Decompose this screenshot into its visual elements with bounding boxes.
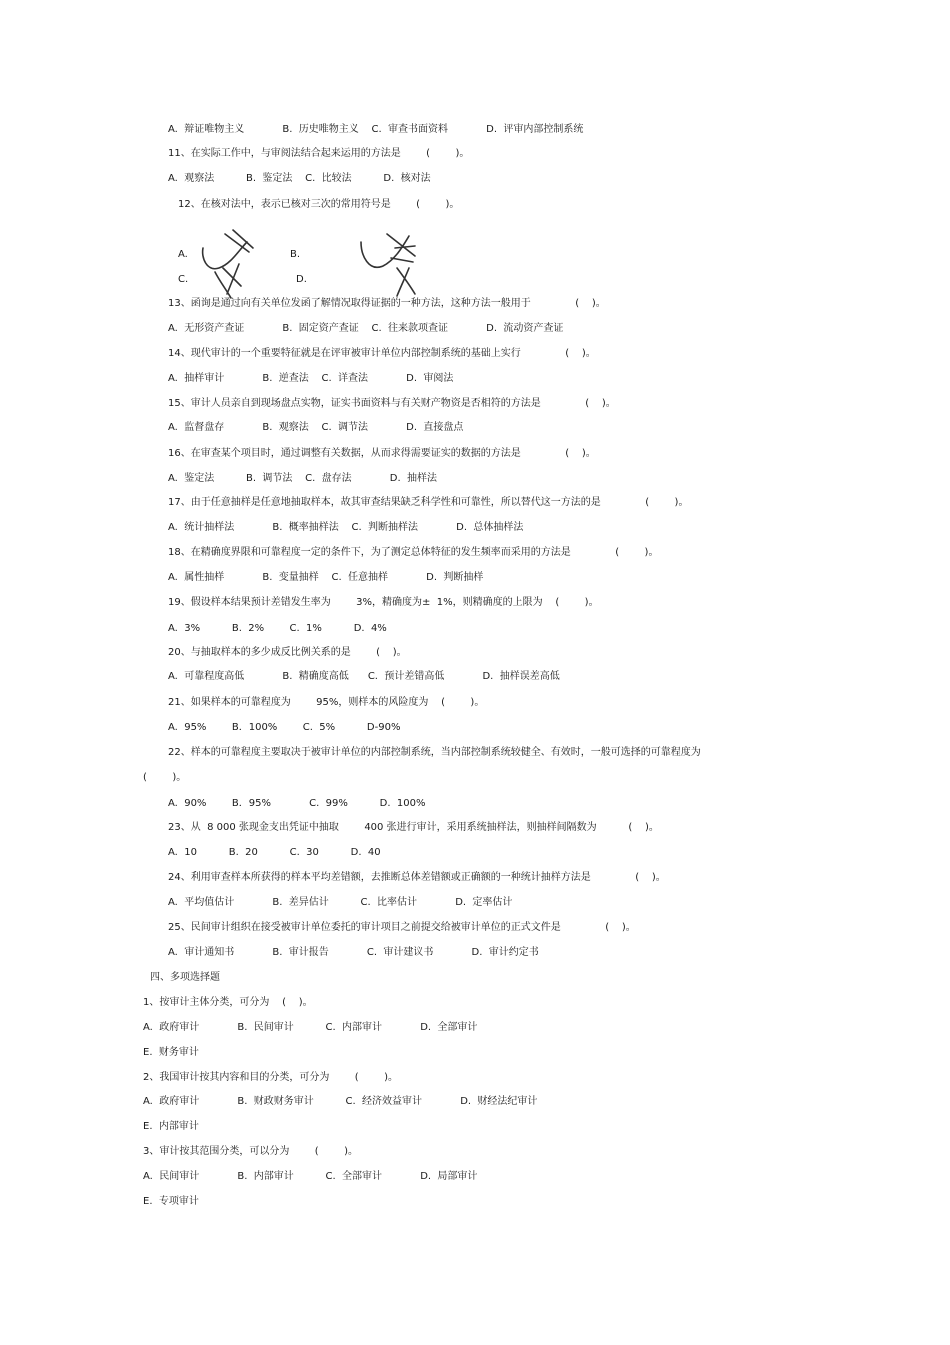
- q22-question: 22、样本的可靠程度主要取决于被审计单位的内部控制系统，当内部控制系统较健全、有效时，一般可选择的可靠程度为: [168, 747, 701, 758]
- q23-question: 23、从 8 000 张现金支出凭证中抽取 400 张进行审计，采用系统抽样法，则抽样间隔数为 ( )。: [168, 822, 659, 833]
- q12-option-b: B.: [290, 249, 301, 260]
- q10-options: A. 辩证唯物主义 B. 历史唯物主义 C. 审查书面资料 D. 评审内部控制系统: [168, 124, 584, 135]
- m2-question: 2、我国审计按其内容和目的分类，可分为 ( )。: [143, 1072, 399, 1083]
- m3-options: A. 民间审计 B. 内部审计 C. 全部审计 D. 局部审计: [143, 1171, 478, 1182]
- q21-question: 21、如果样本的可靠程度为 95%，则样本的风险度为 ( )。: [168, 697, 485, 708]
- q17-question: 17、由于任意抽样是任意地抽取样本，故其审查结果缺乏科学性和可靠性，所以替代这一方法的是 ( )。: [168, 497, 689, 508]
- m2-options: A. 政府审计 B. 财政财务审计 C. 经济效益审计 D. 财经法纪审计: [143, 1096, 538, 1107]
- q19-options: A. 3% B. 2% C. 1% D. 4%: [168, 623, 387, 634]
- m3-question: 3、审计按其范围分类，可以分为 ( )。: [143, 1146, 359, 1157]
- q20-options: A. 可靠程度高低 B. 精确度高低 C. 预计差错高低 D. 抽样误差高低: [168, 671, 560, 682]
- q25-options: A. 审计通知书 B. 审计报告 C. 审计建议书 D. 审计约定书: [168, 947, 539, 958]
- q18-question: 18、在精确度界限和可靠程度一定的条件下，为了测定总体特征的发生频率而采用的方法是 ( )。: [168, 547, 659, 558]
- check-mark-icon: [195, 228, 275, 303]
- m1-question: 1、按审计主体分类，可分为 ( )。: [143, 997, 313, 1008]
- q14-options: A. 抽样审计 B. 逆查法 C. 详查法 D. 审阅法: [168, 373, 454, 384]
- q11-options: A. 观察法 B. 鉴定法 C. 比较法 D. 核对法: [168, 173, 431, 184]
- q17-options: A. 统计抽样法 B. 概率抽样法 C. 判断抽样法 D. 总体抽样法: [168, 522, 524, 533]
- q23-options: A. 10 B. 20 C. 30 D. 40: [168, 847, 381, 858]
- q20-question: 20、与抽取样本的多少成反比例关系的是 ( )。: [168, 647, 407, 658]
- q24-options: A. 平均值估计 B. 差异估计 C. 比率估计 D. 定率估计: [168, 897, 513, 908]
- q15-question: 15、审计人员亲自到现场盘点实物，证实书面资料与有关财产物资是否相符的方法是 ( )。: [168, 398, 616, 409]
- q24-question: 24、利用审查样本所获得的样本平均差错额，去推断总体差错额或正确额的一种统计抽样方法是 ( )。: [168, 872, 666, 883]
- section-heading: 四、多项选择题: [150, 972, 220, 983]
- q12-option-c: C.: [178, 274, 189, 285]
- q13-question: 13、函询是通过向有关单位发函了解情况取得证据的一种方法，这种方法一般用于 ( )。: [168, 298, 606, 309]
- q22-question-cont: ( )。: [143, 772, 187, 783]
- q15-options: A. 监督盘存 B. 观察法 C. 调节法 D. 直接盘点: [168, 422, 464, 433]
- m2-option-e: E. 内部审计: [143, 1121, 199, 1132]
- q14-question: 14、现代审计的一个重要特征就是在评审被审计单位内部控制系统的基础上实行 ( )。: [168, 348, 596, 359]
- q12-option-d: D.: [296, 274, 307, 285]
- q19-question: 19、假设样本结果预计差错发生率为 3%，精确度为± 1%，则精确度的上限为 ( )。: [168, 597, 599, 608]
- q16-question: 16、在审查某个项目时，通过调整有关数据，从而求得需要证实的数据的方法是 ( )。: [168, 448, 596, 459]
- q12-question: 12、在核对法中，表示已核对三次的常用符号是 ( )。: [178, 199, 460, 210]
- q25-question: 25、民间审计组织在接受被审计单位委托的审计项目之前提交给被审计单位的正式文件是 ( )。: [168, 922, 636, 933]
- q18-options: A. 属性抽样 B. 变量抽样 C. 任意抽样 D. 判断抽样: [168, 572, 484, 583]
- q13-options: A. 无形资产查证 B. 固定资产查证 C. 往来款项查证 D. 流动资产查证: [168, 323, 564, 334]
- m1-options: A. 政府审计 B. 民间审计 C. 内部审计 D. 全部审计: [143, 1022, 478, 1033]
- q16-options: A. 鉴定法 B. 调节法 C. 盘存法 D. 抽样法: [168, 473, 437, 484]
- q12-option-a: A.: [178, 249, 188, 260]
- q21-options: A. 95% B．100% C. 5% D-90%: [168, 722, 401, 733]
- m1-option-e: E. 财务审计: [143, 1047, 199, 1058]
- check-mark-icon: [355, 228, 435, 303]
- q11-question: 11、在实际工作中，与审阅法结合起来运用的方法是 ( )。: [168, 148, 470, 159]
- m3-option-e: E. 专项审计: [143, 1196, 199, 1207]
- q22-options: A. 90% B．95% C. 99% D. 100%: [168, 798, 426, 809]
